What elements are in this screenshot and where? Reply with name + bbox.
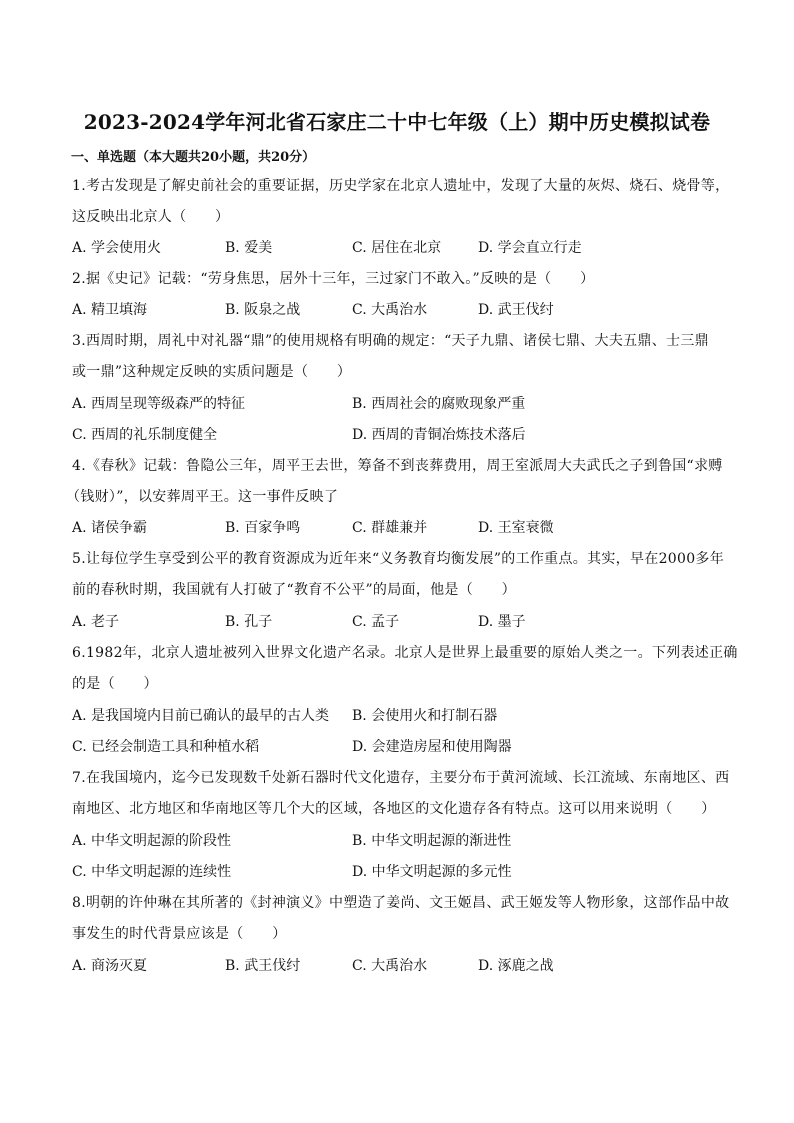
question-8-option-d: D. 涿鹿之战 (478, 958, 554, 974)
question-7-line-1: 7.在我国境内，迄今已发现数千处新石器时代文化遗存，主要分布于黄河流域、长江流域、东南地区、西 (72, 770, 730, 786)
question-3-option-a: A. 西周呈现等级森严的特征 (72, 396, 246, 412)
question-5-line-2: 前的春秋时期，我国就有人打破了“教育不公平”的局面，他是（ ） (72, 582, 516, 598)
question-6-option-c: C. 已经会制造工具和种植水稻 (72, 739, 260, 755)
question-4-option-b: B. 百家争鸣 (225, 520, 301, 536)
question-3-line-2: 或一鼎”这种规定反映的实质问题是（ ） (72, 364, 352, 380)
question-6-option-d: D. 会建造房屋和使用陶器 (352, 739, 512, 755)
question-8-option-c: C. 大禹治水 (352, 958, 428, 974)
question-6-line-2: 的是（ ） (72, 676, 158, 692)
question-1-option-a: A. 学会使用火 (72, 240, 162, 256)
question-1-option-d: D. 学会直立行走 (478, 240, 582, 256)
exam-title: 2023-2024学年河北省石家庄二十中七年级（上）期中历史模拟试卷 (83, 110, 711, 134)
question-1-option-b: B. 爱美 (225, 240, 273, 256)
question-8-option-b: B. 武王伐纣 (225, 958, 301, 974)
question-2-option-b: B. 阪泉之战 (225, 302, 301, 318)
question-4-line-2: （钱财）”，以安葬周平王。这一事件反映了 (66, 489, 339, 505)
question-2-line-1: 2.据《史记》记载：“劳身焦思，居外十三年，三过家门不敢入。”反映的是（ ） (72, 271, 595, 287)
question-3-line-1: 3.西周时期，周礼中对礼器“鼎”的使用规格有明确的规定：“天子九鼎、诸侯七鼎、大夫五鼎、士三鼎 (72, 333, 709, 349)
question-7-option-b: B. 中华文明起源的渐进性 (352, 833, 512, 849)
question-7-option-d: D. 中华文明起源的多元性 (352, 864, 512, 880)
question-5-option-b: B. 孔子 (225, 614, 273, 630)
question-6-line-1: 6.1982年，北京人遗址被列入世界文化遗产名录。北京人是世界上最重要的原始人类之一。下列表述正确 (72, 645, 738, 661)
question-6-option-a: A. 是我国境内目前已确认的最早的古人类 (72, 708, 330, 724)
question-5-line-1: 5.让每位学生享受到公平的教育资源成为近年来“义务教育均衡发展”的工作重点。其实，早在2000多年 (72, 551, 724, 567)
question-4-line-1: 4.《春秋》记载：鲁隐公三年，周平王去世，筹备不到丧葬费用，周王室派周大夫武氏之子到鲁国“求赙 (72, 458, 723, 474)
question-8-line-1: 8.明朝的许仲琳在其所著的《封神演义》中塑造了姜尚、文王姬昌、武王姬发等人物形象，这部作品中故 (72, 895, 730, 911)
question-1-option-c: C. 居住在北京 (352, 240, 442, 256)
question-4-option-a: A. 诸侯争霸 (72, 520, 148, 536)
section-heading: 一、单选题（本大题共20小题，共20分） (71, 150, 316, 165)
question-2-option-a: A. 精卫填海 (72, 302, 148, 318)
question-8-line-2: 事发生的时代背景应该是（ ） (72, 926, 287, 942)
question-3-option-d: D. 西周的青铜冶炼技术落后 (352, 427, 526, 443)
question-2-option-c: C. 大禹治水 (352, 302, 428, 318)
question-5-option-d: D. 墨子 (478, 614, 526, 630)
question-3-option-c: C. 西周的礼乐制度健全 (72, 427, 218, 443)
question-7-line-2: 南地区、北方地区和华南地区等几个大的区域，各地区的文化遗存各有特点。这可以用来说明（ ） (72, 801, 716, 817)
question-3-option-b: B. 西周社会的腐败现象严重 (352, 396, 526, 412)
question-4-option-c: C. 群雄兼并 (352, 520, 428, 536)
question-5-option-a: A. 老子 (72, 614, 120, 630)
question-5-option-c: C. 孟子 (352, 614, 400, 630)
question-6-option-b: B. 会使用火和打制石器 (352, 708, 498, 724)
question-7-option-c: C. 中华文明起源的连续性 (72, 864, 232, 880)
question-1-line-1: 1.考古发现是了解史前社会的重要证据，历史学家在北京人遗址中，发现了大量的灰烬、烧石、烧骨等， (72, 178, 730, 194)
question-4-option-d: D. 王室衰微 (478, 520, 554, 536)
question-1-line-2: 这反映出北京人（ ） (72, 209, 230, 225)
question-7-option-a: A. 中华文明起源的阶段性 (72, 833, 232, 849)
question-8-option-a: A. 商汤灭夏 (72, 958, 148, 974)
question-2-option-d: D. 武王伐纣 (478, 302, 554, 318)
